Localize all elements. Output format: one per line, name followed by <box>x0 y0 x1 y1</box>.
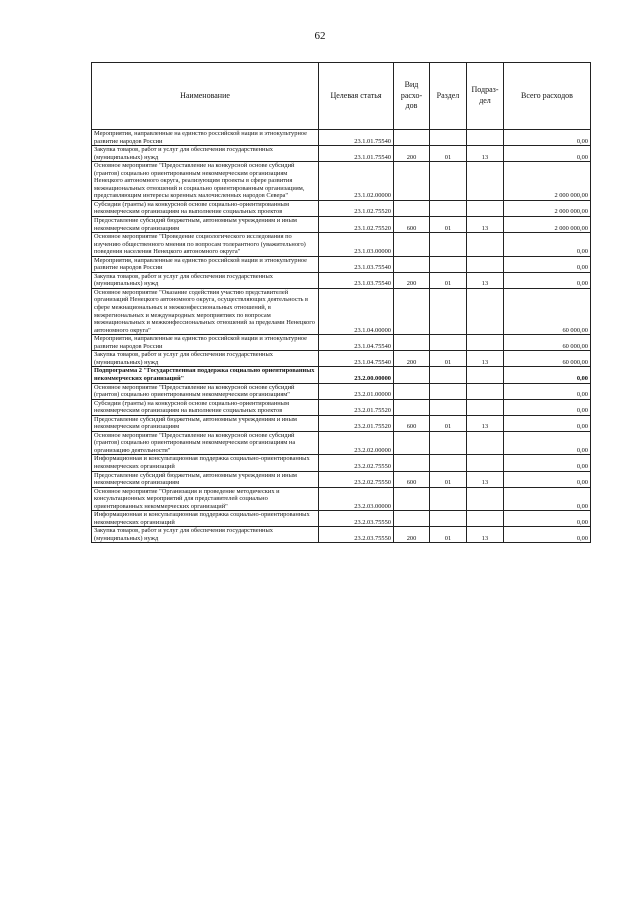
table-row <box>92 455 591 471</box>
row-name: Основное мероприятие "Организация и проведение методических и консультационных мероприятий для представителей социально ориентированных некоммерческих организаций" <box>92 487 319 511</box>
table-row <box>92 146 591 162</box>
row-amount: 2 000 000,00 <box>504 200 591 216</box>
row-code: 23.2.03.75550 <box>319 511 394 527</box>
row-amount: 0,00 <box>504 146 591 162</box>
row-amount: 0,00 <box>504 415 591 431</box>
row-razdel <box>430 130 467 146</box>
table-row <box>92 288 591 334</box>
row-amount: 0,00 <box>504 256 591 272</box>
row-amount: 2 000 000,00 <box>504 217 591 233</box>
row-amount: 0,00 <box>504 383 591 399</box>
table-row <box>92 256 591 272</box>
row-podrazdel <box>467 256 504 272</box>
row-vid: 600 <box>394 471 430 487</box>
table-row <box>92 272 591 288</box>
table-row <box>92 487 591 511</box>
row-razdel <box>430 288 467 334</box>
row-podrazdel <box>467 130 504 146</box>
page-number: 62 <box>314 30 326 42</box>
header-name: Наименование <box>92 63 319 130</box>
row-amount: 0,00 <box>504 130 591 146</box>
row-vid: 200 <box>394 146 430 162</box>
row-code: 23.2.02.75550 <box>319 471 394 487</box>
table-row <box>92 233 591 257</box>
row-razdel: 01 <box>430 527 467 543</box>
row-podrazdel: 13 <box>467 471 504 487</box>
row-code: 23.2.01.00000 <box>319 383 394 399</box>
row-podrazdel <box>467 511 504 527</box>
row-code: 23.1.02.75520 <box>319 200 394 216</box>
row-code: 23.2.01.75520 <box>319 415 394 431</box>
row-name: Основное мероприятие "Оказание содействия участию представителей организаций Ненецкого автономного округа, осуществляющих деятельность в сфере межнациональных и межконфессиональных отношений, в межрегиональных и международных мероприятиях по вопросам межнациональных и межконфессиональных отношений за пределами Ненецкого автономного округа" <box>92 288 319 334</box>
row-razdel: 01 <box>430 415 467 431</box>
row-name: Основное мероприятие "Предоставление на конкурсной основе субсидий (грантов) социально ориентированным некоммерческим организациям" <box>92 383 319 399</box>
row-vid <box>394 431 430 455</box>
row-amount: 60 000,00 <box>504 351 591 367</box>
row-name: Закупка товаров, работ и услуг для обеспечения государственных (муниципальных) нужд <box>92 146 319 162</box>
row-podrazdel <box>467 233 504 257</box>
table-row <box>92 217 591 233</box>
row-code: 23.1.01.75540 <box>319 146 394 162</box>
row-vid <box>394 200 430 216</box>
row-podrazdel <box>467 455 504 471</box>
row-name: Информационная и консультационная поддержка социально-ориентированных некоммерческих организаций <box>92 511 319 527</box>
row-amount: 0,00 <box>504 487 591 511</box>
row-name: Закупка товаров, работ и услуг для обеспечения государственных (муниципальных) нужд <box>92 527 319 543</box>
row-vid: 600 <box>394 217 430 233</box>
row-amount: 60 000,00 <box>504 288 591 334</box>
row-name: Закупка товаров, работ и услуг для обеспечения государственных (муниципальных) нужд <box>92 272 319 288</box>
row-code: 23.1.04.75540 <box>319 335 394 351</box>
row-razdel <box>430 233 467 257</box>
row-podrazdel: 13 <box>467 146 504 162</box>
row-name: Предоставление субсидий бюджетным, автономным учреждениям и иным некоммерческим организациям <box>92 217 319 233</box>
row-vid <box>394 511 430 527</box>
row-name: Мероприятия, направленные на единство российской нации и этнокультурное развитие народов России <box>92 256 319 272</box>
row-vid <box>394 455 430 471</box>
row-podrazdel: 13 <box>467 351 504 367</box>
row-code: 23.1.02.00000 <box>319 162 394 201</box>
row-name: Мероприятия, направленные на единство российской нации и этнокультурное развитие народов России <box>92 130 319 146</box>
row-amount: 0,00 <box>504 471 591 487</box>
header-podrazdel: Подраз-дел <box>467 63 504 130</box>
row-razdel: 01 <box>430 272 467 288</box>
row-name: Основное мероприятие "Проведение социологического исследования по изучению общественного мнения по вопросам толерантного (уважительного) поведения населения Ненецкого автономного округа" <box>92 233 319 257</box>
row-amount: 0,00 <box>504 455 591 471</box>
row-amount: 2 000 000,00 <box>504 162 591 201</box>
row-razdel <box>430 256 467 272</box>
row-vid <box>394 335 430 351</box>
row-vid <box>394 288 430 334</box>
table-row <box>92 511 591 527</box>
table-row <box>92 162 591 201</box>
row-razdel <box>430 383 467 399</box>
row-amount: 60 000,00 <box>504 335 591 351</box>
table-row <box>92 130 591 146</box>
row-podrazdel <box>467 487 504 511</box>
row-razdel <box>430 487 467 511</box>
row-vid <box>394 367 430 383</box>
row-razdel <box>430 367 467 383</box>
row-code: 23.2.02.75550 <box>319 455 394 471</box>
row-vid <box>394 233 430 257</box>
row-code: 23.1.03.75540 <box>319 272 394 288</box>
table-body <box>92 130 591 543</box>
row-code: 23.1.02.75520 <box>319 217 394 233</box>
row-podrazdel <box>467 367 504 383</box>
row-amount: 0,00 <box>504 431 591 455</box>
row-vid: 200 <box>394 351 430 367</box>
row-razdel <box>430 200 467 216</box>
row-code: 23.1.04.00000 <box>319 288 394 334</box>
row-razdel <box>430 399 467 415</box>
row-code: 23.2.02.00000 <box>319 431 394 455</box>
table-row <box>92 351 591 367</box>
table-row <box>92 367 591 383</box>
row-name: Информационная и консультационная поддержка социально-ориентированных некоммерческих организаций <box>92 455 319 471</box>
row-amount: 0,00 <box>504 272 591 288</box>
row-amount: 0,00 <box>504 399 591 415</box>
row-amount: 0,00 <box>504 367 591 383</box>
table-row <box>92 471 591 487</box>
row-podrazdel <box>467 431 504 455</box>
row-vid <box>394 383 430 399</box>
row-name: Предоставление субсидий бюджетным, автономным учреждениям и иным некоммерческим организациям <box>92 415 319 431</box>
row-name: Основное мероприятие "Предоставление на конкурсной основе субсидий (грантов) социально ориентированным некоммерческим организациям Ненецкого автономного округа, реализующим проекты в сфере развития межнациональных отношений и социально ориентированным организациям, представляющим интересы коренных малочисленных народов Севера" <box>92 162 319 201</box>
row-vid <box>394 487 430 511</box>
table-header-row <box>92 63 591 130</box>
row-podrazdel <box>467 162 504 201</box>
row-podrazdel <box>467 335 504 351</box>
row-podrazdel <box>467 383 504 399</box>
row-name: Субсидии (гранты) на конкурсной основе социально-ориентированным некоммерческим организациям на выполнение социальных проектов <box>92 200 319 216</box>
row-code: 23.2.03.75550 <box>319 527 394 543</box>
row-razdel: 01 <box>430 146 467 162</box>
row-razdel: 01 <box>430 471 467 487</box>
row-name: Закупка товаров, работ и услуг для обеспечения государственных (муниципальных) нужд <box>92 351 319 367</box>
row-razdel <box>430 455 467 471</box>
row-amount: 0,00 <box>504 233 591 257</box>
row-podrazdel <box>467 399 504 415</box>
table-row <box>92 415 591 431</box>
row-code: 23.1.01.75540 <box>319 130 394 146</box>
row-name: Подпрограмма 2 "Государственная поддержка социально ориентированных некоммерческих организаций" <box>92 367 319 383</box>
row-code: 23.1.03.75540 <box>319 256 394 272</box>
row-razdel <box>430 431 467 455</box>
row-razdel <box>430 162 467 201</box>
row-code: 23.2.03.00000 <box>319 487 394 511</box>
row-vid: 200 <box>394 272 430 288</box>
row-code: 23.1.04.75540 <box>319 351 394 367</box>
row-razdel: 01 <box>430 351 467 367</box>
row-razdel <box>430 511 467 527</box>
row-razdel <box>430 335 467 351</box>
row-code: 23.2.00.00000 <box>319 367 394 383</box>
table-row <box>92 200 591 216</box>
row-vid: 600 <box>394 415 430 431</box>
row-vid: 200 <box>394 527 430 543</box>
row-podrazdel: 13 <box>467 217 504 233</box>
header-total: Всего расходов <box>504 63 591 130</box>
budget-table <box>91 62 591 543</box>
table-row <box>92 383 591 399</box>
table-row <box>92 399 591 415</box>
row-podrazdel: 13 <box>467 527 504 543</box>
row-vid <box>394 130 430 146</box>
row-code: 23.2.01.75520 <box>319 399 394 415</box>
row-amount: 0,00 <box>504 511 591 527</box>
row-name: Предоставление субсидий бюджетным, автономным учреждениям и иным некоммерческим организациям <box>92 471 319 487</box>
row-podrazdel: 13 <box>467 272 504 288</box>
row-vid <box>394 162 430 201</box>
row-razdel: 01 <box>430 217 467 233</box>
row-podrazdel <box>467 200 504 216</box>
table-row <box>92 335 591 351</box>
row-name: Субсидии (гранты) на конкурсной основе социально-ориентированным некоммерческим организациям на выполнение социальных проектов <box>92 399 319 415</box>
row-name: Мероприятия, направленные на единство российской нации и этнокультурное развитие народов России <box>92 335 319 351</box>
header-razdel: Раздел <box>430 63 467 130</box>
row-amount: 0,00 <box>504 527 591 543</box>
header-code: Целевая статья <box>319 63 394 130</box>
table-row <box>92 527 591 543</box>
header-vid: Вид расхо-дов <box>394 63 430 130</box>
row-podrazdel <box>467 288 504 334</box>
row-vid <box>394 399 430 415</box>
table-row <box>92 431 591 455</box>
row-code: 23.1.03.00000 <box>319 233 394 257</box>
row-podrazdel: 13 <box>467 415 504 431</box>
row-vid <box>394 256 430 272</box>
row-name: Основное мероприятие "Предоставление на конкурсной основе субсидий (грантов) социально ориентированным некоммерческим организациям на организацию деятельности" <box>92 431 319 455</box>
